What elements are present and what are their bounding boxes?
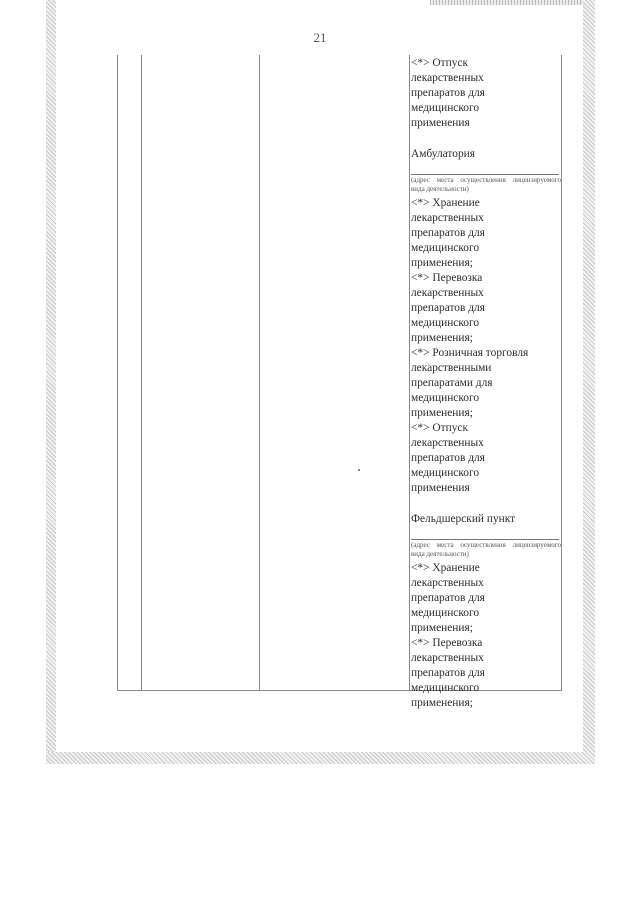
address-caption: (адрес места осуществления лицензируемого вида деятельности) [411, 176, 561, 193]
cell-line: <*> Отпуск [411, 422, 468, 434]
activity-block [411, 56, 561, 131]
cell-line: лекарственных [411, 437, 484, 449]
cell-line: применения [411, 117, 470, 129]
cell-line: лекарственных [411, 72, 484, 84]
facility-heading: Амбулатория [411, 148, 475, 160]
cell-line: <*> Перевозка [411, 637, 483, 649]
cell-line: <*> Хранение [411, 197, 480, 209]
scan-frame-bottom [46, 752, 595, 764]
cell-line: применения [411, 482, 470, 494]
cell-line: применения; [411, 257, 473, 269]
cell-line: лекарственных [411, 212, 484, 224]
cell-line: препаратов для [411, 87, 485, 99]
cell-line: <*> Хранение [411, 562, 480, 574]
table-column-divider [259, 55, 260, 690]
cell-line: препаратов для [411, 227, 485, 239]
cell-line: <*> Перевозка [411, 272, 483, 284]
cell-line: медицинского [411, 467, 480, 479]
scan-frame-right [583, 0, 595, 762]
cell-line: медицинского [411, 102, 480, 114]
facility-heading: Фельдшерский пункт [411, 513, 516, 525]
activity-block [411, 147, 561, 496]
cell-line: препаратов для [411, 302, 485, 314]
address-underline [411, 539, 559, 540]
cell-line: препаратами для [411, 377, 493, 389]
cell-line: лекарственными [411, 362, 492, 374]
cell-line: медицинского [411, 682, 480, 694]
cell-line: <*> Отпуск [411, 57, 468, 69]
cell-line: лекарственных [411, 577, 484, 589]
cell-line: лекарственных [411, 652, 484, 664]
cell-line: лекарственных [411, 287, 484, 299]
cell-line: медицинского [411, 392, 480, 404]
cell-line: препаратов для [411, 667, 485, 679]
cell-line: препаратов для [411, 452, 485, 464]
cell-line: препаратов для [411, 592, 485, 604]
address-caption: (адрес места осуществления лицензируемого вида деятельности) [411, 541, 561, 558]
table-column-divider [409, 55, 410, 690]
scan-frame-top [430, 0, 595, 5]
activity-block [411, 512, 561, 711]
cell-line: применения; [411, 407, 473, 419]
cell-line: медицинского [411, 317, 480, 329]
scan-frame-left [46, 0, 56, 762]
cell-line: применения; [411, 332, 473, 344]
scan-speck [358, 469, 360, 471]
cell-line: <*> Розничная торговля [411, 347, 529, 359]
page-number: 21 [313, 30, 327, 45]
activity-cell [411, 56, 561, 711]
cell-line: медицинского [411, 607, 480, 619]
cell-line: применения; [411, 622, 473, 634]
cell-line: применения; [411, 697, 473, 709]
table-column-divider [141, 55, 142, 690]
address-underline [411, 174, 559, 175]
cell-line: медицинского [411, 242, 480, 254]
